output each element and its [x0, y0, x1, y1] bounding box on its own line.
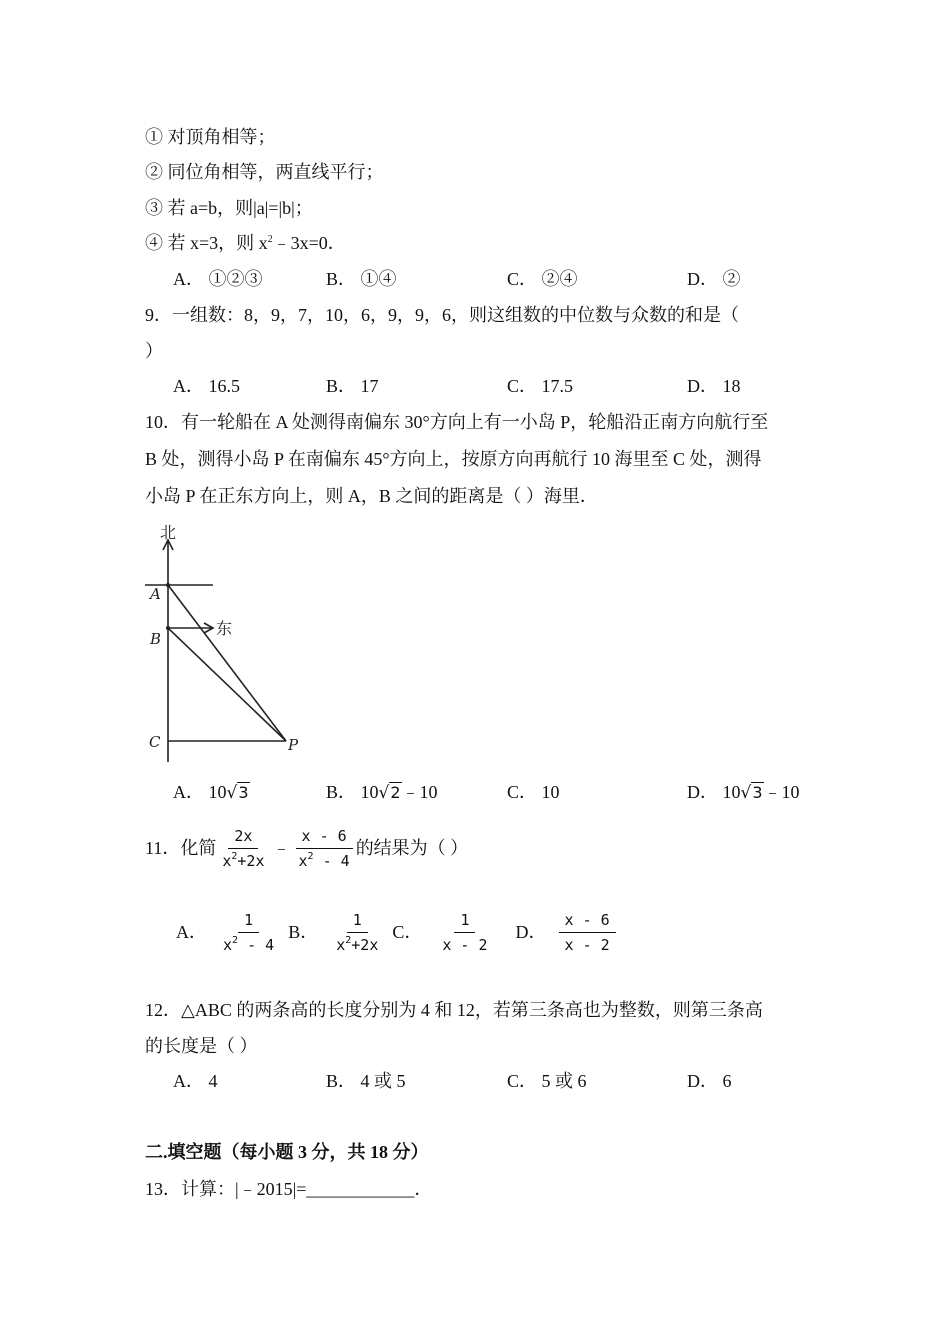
point-a	[166, 583, 170, 587]
q11-option-d[interactable]: D． $\frac{x - 6}{x - 2}$	[516, 911, 616, 954]
q12-option-d[interactable]: D． 6	[687, 1071, 732, 1091]
label-b: B	[150, 630, 162, 648]
q9-option-c[interactable]: C． 17.5	[507, 376, 574, 396]
q11-fraction-1	[216, 827, 270, 870]
q11-option-b-fraction: $\frac{1}{x^2+2x}$	[336, 911, 379, 954]
fraction-numerator: x - 6	[296, 827, 353, 849]
east-label: 东	[216, 619, 233, 638]
statement-1: ① 对顶角相等；	[145, 127, 276, 147]
q8-option-a[interactable]: A． ①②③	[173, 269, 263, 289]
q12-option-a[interactable]: A． 4	[173, 1071, 218, 1091]
label-p: P	[288, 736, 299, 754]
q9-option-b[interactable]: B． 17	[326, 376, 379, 396]
q9-option-a[interactable]: A． 16.5	[173, 376, 240, 396]
statement-4-sup: 2	[267, 234, 273, 245]
q12-option-c[interactable]: C． 5 或 6	[507, 1071, 587, 1091]
q13-stem: 13．计算：|﹣2015|=____________．	[145, 1179, 433, 1199]
line-a-p	[168, 585, 286, 741]
q11-prefix: 11．化简	[145, 837, 217, 858]
q10-option-a[interactable]	[173, 783, 250, 802]
sqrt-icon: √	[378, 783, 390, 803]
q12-option-b[interactable]: B． 4 或 5	[326, 1071, 406, 1091]
q11-option-c[interactable]: C． $\frac{1}{x - 2}$	[392, 911, 493, 954]
sqrt-icon: √	[226, 783, 238, 803]
q11-option-c-fraction: $\frac{1}{x - 2}$	[442, 911, 488, 954]
fraction-numerator: 2x	[228, 827, 258, 849]
q9-stem-line1: 9．一组数：8，9，7，10，6，9，9，6，则这组数的中位数与众数的和是（	[145, 305, 739, 325]
q12-stem-line2: 的长度是（ ）	[145, 1036, 258, 1056]
q10-stem-line3: 小岛 P 在正东方向上，则 A，B 之间的距离是（ ）海里．	[145, 486, 598, 506]
q8-option-b[interactable]: B． ①④	[326, 269, 397, 289]
q10-option-b-tail: ﹣10	[401, 782, 438, 802]
label-c: C	[149, 733, 161, 751]
q10-stem-line1: 10．有一轮船在 A 处测得南偏东 30°方向上有一小岛 P，轮船沿正南方向航行至	[145, 412, 769, 432]
q10-option-b-text: B． 10	[326, 782, 379, 802]
q11-fraction-2	[293, 827, 356, 870]
q9-option-d[interactable]: D． 18	[687, 376, 741, 396]
q11-options	[176, 911, 616, 954]
q8-option-c[interactable]: C． ②④	[507, 269, 578, 289]
north-label: 北	[160, 523, 177, 542]
radicand: 3	[238, 783, 249, 802]
statement-4-tail: ﹣3x=0．	[272, 233, 346, 253]
statement-2: ② 同位角相等，两直线平行；	[145, 162, 384, 182]
q11-stem	[145, 827, 468, 870]
q12-stem-line1: 12．△ABC 的两条高的长度分别为 4 和 12，若第三条高也为整数，则第三条高	[145, 1000, 763, 1020]
statement-3: ③ 若 a=b，则|a|=|b|；	[145, 198, 313, 218]
q11-option-d-fraction: $\frac{x - 6}{x - 2}$	[559, 911, 616, 954]
q10-figure	[140, 520, 320, 770]
fraction-denominator: $x^2+2x$	[222, 851, 265, 870]
statement-4	[145, 234, 346, 252]
q10-option-c[interactable]: C． 10	[507, 782, 560, 802]
point-b	[166, 626, 170, 630]
fraction-denominator: $x^2 - 4$	[298, 851, 350, 870]
section-heading: 二.填空题（每小题 3 分，共 18 分）	[145, 1142, 429, 1162]
q10-option-b[interactable]	[326, 783, 438, 802]
q10-option-d-text: D． 10	[687, 782, 741, 802]
q10-stem-line2: B 处，测得小岛 P 在南偏东 45°方向上，按原方向再航行 10 海里至 C 处，测得	[145, 449, 762, 469]
q9-stem-line2: ）	[145, 341, 163, 361]
label-a: A	[150, 585, 161, 603]
q11-suffix: 的结果为（ ）	[355, 837, 469, 858]
q11-option-b[interactable]: B． $\frac{1}{x^2+2x}$	[288, 911, 384, 954]
q10-option-d[interactable]	[687, 783, 800, 802]
q10-option-a-text: A． 10	[173, 782, 227, 802]
line-b-p	[168, 628, 286, 741]
sqrt-icon: √	[740, 783, 752, 803]
radicand: 2	[390, 783, 401, 802]
q11-option-a[interactable]: A． $\frac{1}{x^2 - 4}$	[176, 911, 280, 954]
q10-option-d-tail: ﹣10	[763, 782, 800, 802]
q11-minus: ﹣	[272, 837, 291, 858]
radicand: 3	[752, 783, 763, 802]
statement-4-text: ④ 若 x=3，则 x	[145, 233, 268, 253]
q8-option-d[interactable]: D． ②	[687, 269, 741, 289]
q11-option-a-fraction: $\frac{1}{x^2 - 4}$	[223, 911, 275, 954]
